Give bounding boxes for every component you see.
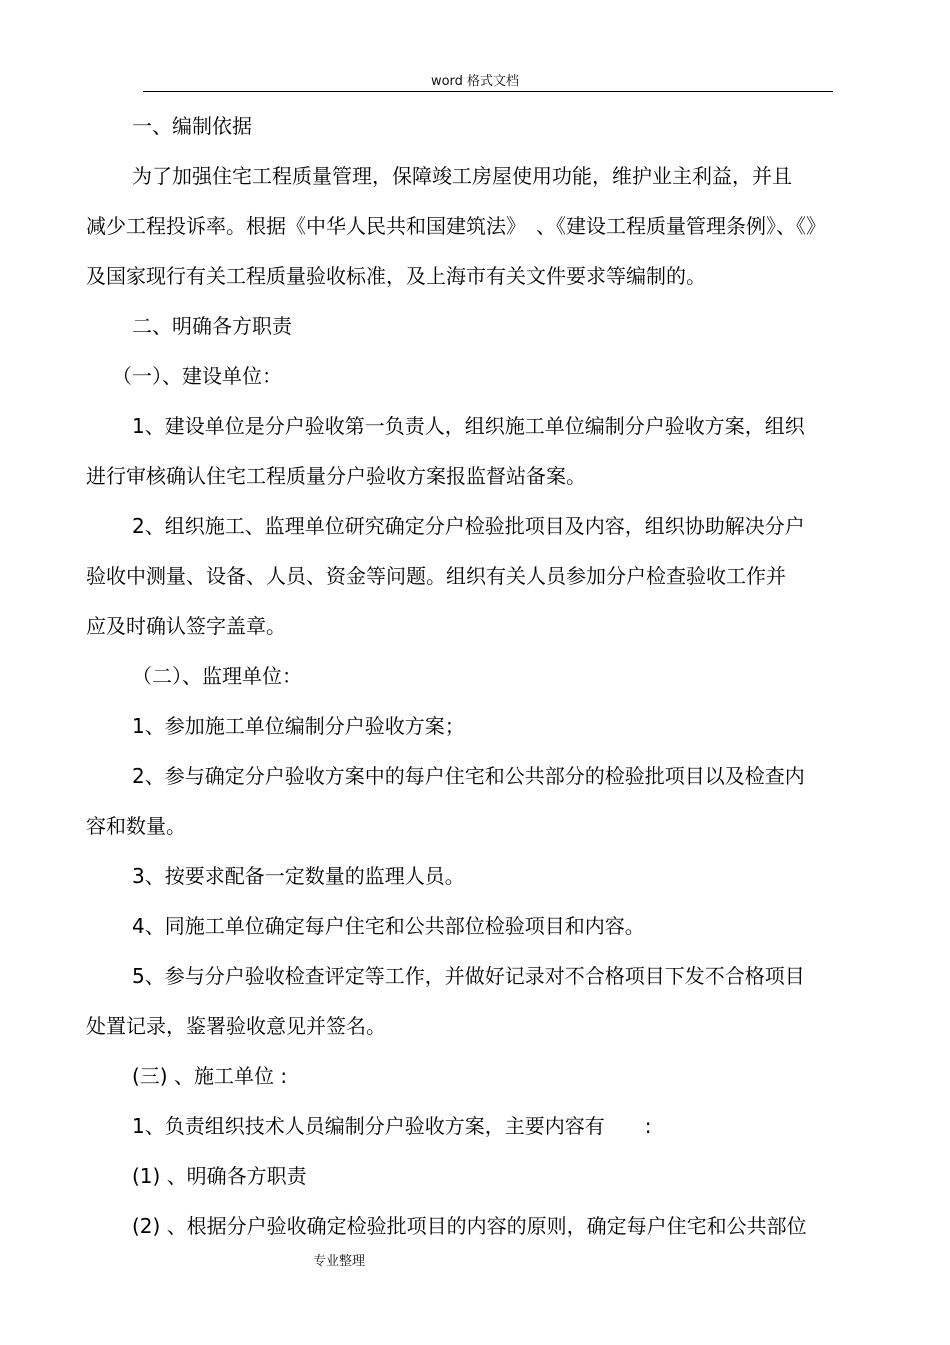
paragraph-line: 1、建设单位是分户验收第一负责人，组织施工单位编制分户验收方案，组织 bbox=[132, 414, 805, 438]
paragraph-line: 2、参与确定分户验收方案中的每户住宅和公共部分的检验批项目以及检查内 bbox=[132, 764, 805, 788]
paragraph-line: 减少工程投诉率。根据《中华人民共和国建筑法》 、《建设工程质量管理条例》、《》 bbox=[86, 214, 826, 238]
paragraph-line: 为了加强住宅工程质量管理，保障竣工房屋使用功能，维护业主利益，并且 bbox=[132, 164, 792, 188]
subsection-heading: （一）、建设单位： bbox=[112, 364, 282, 388]
paragraph-line: (1) 、明确各方职责 bbox=[132, 1164, 307, 1188]
paragraph-line: 容和数量。 bbox=[86, 814, 186, 838]
paragraph-line: 应及时确认签字盖章。 bbox=[86, 614, 286, 638]
section-heading: 一、编制依据 bbox=[132, 114, 252, 138]
paragraph-line: 1、负责组织技术人员编制分户验收方案，主要内容有 : bbox=[132, 1114, 652, 1138]
paragraph-line: 验收中测量、设备、人员、资金等问题。组织有关人员参加分户检查验收工作并 bbox=[86, 564, 786, 588]
paragraph-line: 3、按要求配备一定数量的监理人员。 bbox=[132, 864, 465, 888]
paragraph-line: 1、参加施工单位编制分户验收方案； bbox=[132, 714, 465, 738]
paragraph-line: 处置记录，鉴署验收意见并签名。 bbox=[86, 1014, 386, 1038]
paragraph-line: 4、同施工单位确定每户住宅和公共部位检验项目和内容。 bbox=[132, 914, 645, 938]
paragraph-line: (2) 、根据分户验收确定检验批项目的内容的原则，确定每户住宅和公共部位 bbox=[132, 1214, 807, 1238]
subsection-heading: （二）、监理单位： bbox=[132, 664, 302, 688]
paragraph-line: 5、参与分户验收检查评定等工作，并做好记录对不合格项目下发不合格项目 bbox=[132, 964, 805, 988]
paragraph-line: 进行审核确认住宅工程质量分户验收方案报监督站备案。 bbox=[86, 464, 586, 488]
paragraph-line: 2、组织施工、监理单位研究确定分户检验批项目及内容，组织协助解决分户 bbox=[132, 514, 805, 538]
header-divider bbox=[143, 91, 833, 92]
page-footer-text: 专业整理 bbox=[313, 1254, 366, 1269]
page-header-title: word 格式文档 bbox=[430, 74, 520, 89]
subsection-heading: (三) 、施工单位 : bbox=[132, 1064, 288, 1088]
paragraph-line: 及国家现行有关工程质量验收标准，及上海市有关文件要求等编制的。 bbox=[86, 264, 706, 288]
section-heading: 二、明确各方职责 bbox=[132, 314, 292, 338]
